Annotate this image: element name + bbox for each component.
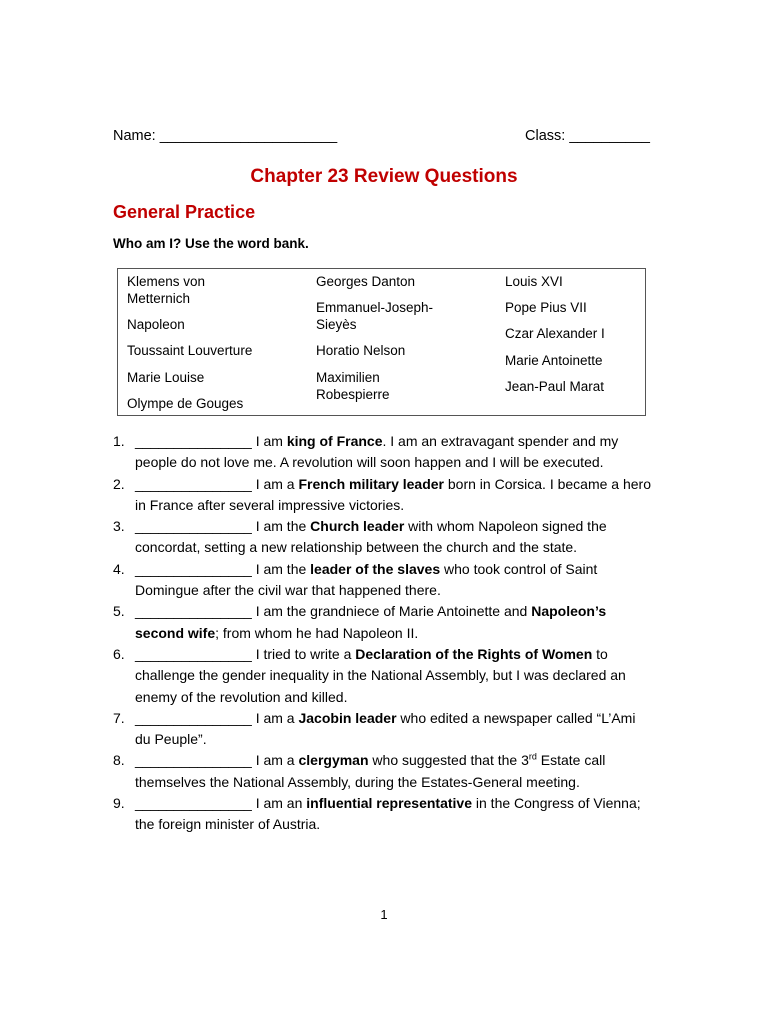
word-bank-item: Maximilien Robespierre [316,370,390,402]
word-bank-item: Marie Antoinette [505,353,603,368]
answer-blank: _______________ [135,752,252,769]
question-text: I am an [255,795,307,812]
word-bank-item: Georges Danton [316,274,416,289]
question-item [113,793,653,836]
question-item [113,559,653,602]
word-bank-item: Jean-Paul Marat [505,379,605,394]
question-item [113,516,653,559]
instructions: Who am I? Use the word bank. [113,236,309,251]
question-text: I am a [255,709,299,726]
question-text: in the Congress of Vienna; the foreign minister of Austria. [135,795,641,833]
question-text: I am the [255,560,311,577]
word-bank-item: Emmanuel-Joseph-Sieyès [316,300,434,332]
superscript-ordinal: rd [528,751,537,762]
section-heading: General Practice [113,202,256,222]
question-text: born in Corsica. I became a hero in France after several impressive victories. [135,475,651,513]
question-number: 4. [113,560,125,577]
question-number: 9. [113,795,125,812]
word-bank-item: Czar Alexander I [505,326,605,341]
question-text: I tried to write a [255,645,356,662]
page-title: Chapter 23 Review Questions [250,166,518,187]
word-bank-item: Klemens von Metternich [127,274,206,306]
class-field-label: Class: __________ [525,128,650,144]
answer-blank: _______________ [135,475,252,492]
question-text: I am the [255,518,311,535]
question-text: who edited a newspaper called “L’Ami du Peuple”. [135,709,636,748]
word-bank-item: Olympe de Gouges [127,396,244,411]
question-text: Estate call themselves the National Assembly, during the Estates-General meeting. [135,752,606,790]
question-keyword: Declaration of the Rights of Women [355,645,593,662]
question-keyword: king of France [286,433,383,449]
question-text: ; from whom he had Napoleon II. [215,624,419,641]
answer-blank: _______________ [135,709,252,726]
question-text: I am a [255,475,299,492]
word-bank-item: Horatio Nelson [316,343,406,358]
answer-blank: _______________ [135,603,252,620]
answer-blank: _______________ [135,433,252,449]
word-bank-item: Toussaint Louverture [127,343,253,358]
question-keyword: influential representative [306,795,472,812]
question-text: I am the grandniece of Marie Antoinette and [255,603,532,620]
question-number: 7. [113,709,125,726]
question-number: 2. [113,475,125,492]
question-keyword: leader of the slaves [310,560,441,577]
answer-blank: _______________ [135,560,252,577]
question-keyword: Napoleon’s second wife [135,603,607,641]
word-bank-item: Louis XVI [505,274,563,289]
question-keyword: Church leader [310,518,405,535]
question-item [113,644,653,708]
question-number: 5. [113,603,125,620]
question-text: I am a [255,752,299,769]
question-number: 6. [113,645,125,662]
question-item [113,431,653,474]
question-item [113,474,653,517]
question-number: 1. [113,433,125,449]
question-list [113,431,653,836]
word-bank-item: Marie Louise [127,370,205,385]
question-text: . I am an extravagant spender and my people do not love me. A revolution will soon happen and I will be executed. [135,433,619,471]
question-text: who took control of Saint Domingue after the civil war that happened there. [135,560,598,599]
answer-blank: _______________ [135,645,252,662]
question-item [113,601,653,644]
word-bank-item: Pope Pius VII [505,300,587,315]
page-number: 1 [380,907,388,922]
question-keyword: clergyman [298,752,369,769]
question-number: 8. [113,752,125,769]
answer-blank: _______________ [135,795,252,812]
question-item [113,708,653,751]
word-bank [117,268,646,416]
question-keyword: Jacobin leader [298,709,397,726]
answer-blank: _______________ [135,518,252,535]
question-text: with whom Napoleon signed the concordat, setting a new relationship between the church and the state. [135,518,607,556]
question-text: who suggested that the 3 [368,752,529,769]
question-text: to challenge the gender inequality in the National Assembly, but I was declared an enemy of the revolution and killed. [135,645,626,705]
question-text: I am [255,433,287,449]
question-keyword: French military leader [298,475,444,492]
word-bank-item: Napoleon [127,317,185,332]
name-field-label: Name: ______________________ [113,128,338,144]
header-line [113,128,650,148]
question-item [113,750,653,793]
question-number: 3. [113,518,125,535]
